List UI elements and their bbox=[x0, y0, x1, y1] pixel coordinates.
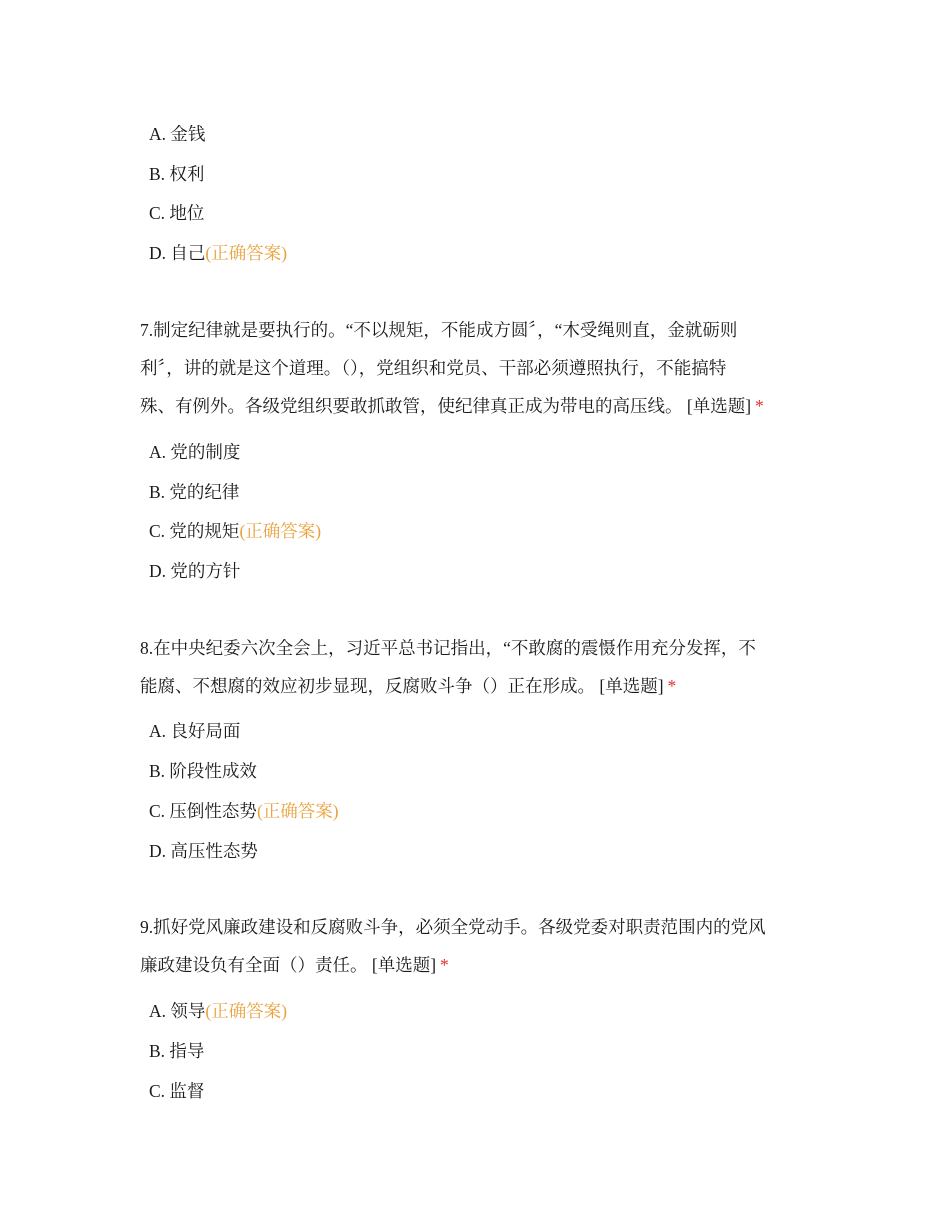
q6-option-b[interactable] bbox=[149, 162, 204, 186]
question-8 bbox=[140, 629, 820, 705]
q8-option-d[interactable] bbox=[149, 839, 258, 863]
correct-answer-tag: (正确答案) bbox=[256, 801, 339, 821]
q9-option-a[interactable] bbox=[149, 999, 287, 1023]
question-text-line: 利〞，讲的就是这个道理。（），党组织和党员、干部必须遵照执行，不能搞特 bbox=[140, 358, 727, 378]
question-text: 殊、有例外。各级党组织要敢抓敢管，使纪律真正成为带电的高压线。 bbox=[140, 396, 683, 416]
option-label: B. 权利 bbox=[149, 164, 205, 184]
option-label: D. 高压性态势 bbox=[149, 841, 258, 861]
required-mark: * bbox=[440, 955, 449, 975]
question-text-line-last bbox=[140, 946, 820, 984]
q6-option-c[interactable] bbox=[149, 201, 204, 225]
question-text: 能腐、不想腐的效应初步显现，反腐败斗争（）正在形成。 bbox=[140, 676, 595, 696]
question-text-line-last bbox=[140, 387, 820, 425]
question-text-line: 8.在中央纪委六次全会上，习近平总书记指出，“不敢腐的震慑作用充分发挥，不 bbox=[140, 638, 756, 658]
q7-option-b[interactable] bbox=[149, 480, 239, 504]
q9-option-c[interactable] bbox=[149, 1079, 204, 1103]
q7-option-a[interactable] bbox=[149, 440, 240, 464]
option-label: C. 压倒性态势 bbox=[149, 801, 257, 821]
question-9 bbox=[140, 908, 820, 984]
option-label: B. 党的纪律 bbox=[149, 482, 240, 502]
q8-option-b[interactable] bbox=[149, 759, 257, 783]
question-text-line: 7.制定纪律就是要执行的。“不以规矩，不能成方圆〞，“木受绳则直，金就砺则 bbox=[140, 320, 738, 340]
option-label: D. 自己 bbox=[149, 243, 206, 263]
question-text-line-last bbox=[140, 667, 820, 705]
option-label: A. 金钱 bbox=[149, 124, 206, 144]
question-7 bbox=[140, 311, 820, 425]
question-text: 廉政建设负有全面（）责任。 bbox=[140, 955, 368, 975]
correct-answer-tag: (正确答案) bbox=[205, 243, 288, 263]
q7-option-d[interactable] bbox=[149, 559, 240, 583]
option-label: A. 良好局面 bbox=[149, 721, 241, 741]
correct-answer-tag: (正确答案) bbox=[205, 1001, 288, 1021]
required-mark: * bbox=[755, 396, 764, 416]
option-label: A. 党的制度 bbox=[149, 442, 241, 462]
question-type-tag: [单选题] bbox=[599, 676, 664, 696]
question-type-tag: [单选题] bbox=[686, 396, 752, 416]
q9-option-b[interactable] bbox=[149, 1039, 204, 1063]
question-text-line: 9.抓好党风廉政建设和反腐败斗争，必须全党动手。各级党委对职责范围内的党风 bbox=[140, 917, 766, 937]
question-type-tag: [单选题] bbox=[371, 955, 437, 975]
option-label: C. 监督 bbox=[149, 1081, 205, 1101]
option-label: D. 党的方针 bbox=[149, 561, 241, 581]
option-label: B. 指导 bbox=[149, 1041, 205, 1061]
option-label: C. 地位 bbox=[149, 203, 205, 223]
correct-answer-tag: (正确答案) bbox=[239, 521, 322, 541]
q6-option-d[interactable] bbox=[149, 241, 287, 265]
q8-option-c[interactable] bbox=[149, 799, 339, 823]
q7-option-c[interactable] bbox=[149, 519, 321, 543]
q8-option-a[interactable] bbox=[149, 719, 240, 743]
option-label: A. 领导 bbox=[149, 1001, 206, 1021]
option-label: B. 阶段性成效 bbox=[149, 761, 257, 781]
required-mark: * bbox=[667, 676, 677, 696]
option-label: C. 党的规矩 bbox=[149, 521, 240, 541]
q6-option-a[interactable] bbox=[149, 122, 205, 146]
